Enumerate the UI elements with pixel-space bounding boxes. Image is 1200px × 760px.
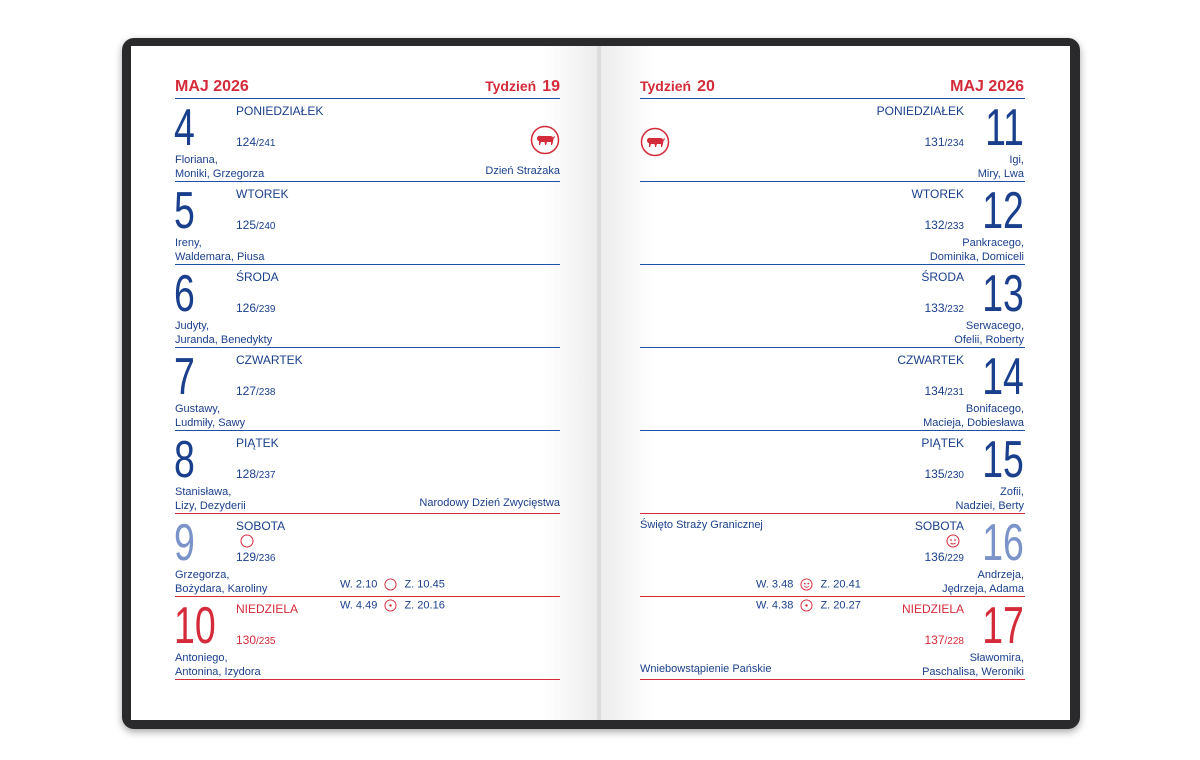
- days-remaining: /230: [944, 470, 964, 481]
- day-of-year: [236, 550, 276, 564]
- week-word: Tydzień: [640, 78, 692, 94]
- row-divider: [640, 347, 1025, 348]
- rise-label: W.: [756, 578, 769, 591]
- name-days-line: Dominika, Domiceli: [929, 251, 1024, 263]
- row-divider: [175, 430, 560, 431]
- day-name: PONIEDZIAŁEK: [876, 104, 964, 118]
- name-days-line: Antoniego,: [175, 652, 228, 664]
- row-divider: [640, 596, 1025, 597]
- name-days-line: Pankracego,: [962, 237, 1024, 249]
- day-of-year-number: 124: [236, 135, 257, 149]
- name-days: [175, 236, 264, 264]
- day-name: ŚRODA: [236, 270, 279, 284]
- name-days: [930, 236, 1024, 264]
- row-divider: [640, 513, 1025, 514]
- days-remaining: /238: [256, 387, 276, 398]
- day-number: 16: [982, 514, 1024, 572]
- week-word: Tydzień: [485, 78, 537, 94]
- day-of-year-number: 133: [924, 301, 945, 315]
- name-days-line: Stanisława,: [175, 486, 232, 498]
- day-of-year: [925, 301, 965, 315]
- name-days-line: Antonina, Izydora: [175, 666, 261, 678]
- sun-set: 20.16: [417, 599, 445, 612]
- holiday-label: Wniebowstąpienie Pańskie: [640, 663, 772, 675]
- day-of-year: [236, 135, 276, 149]
- name-days-line: Moniki, Grzegorza: [175, 168, 265, 180]
- day-of-year-number: 129: [236, 550, 257, 564]
- day-number: 17: [982, 597, 1024, 655]
- moon-crescent-icon: [240, 534, 254, 548]
- sun-set: 20.27: [833, 599, 861, 612]
- week-number: 19: [542, 78, 560, 95]
- name-days-line: Bonifacego,: [965, 403, 1024, 415]
- name-days-line: Miry, Lwa: [977, 168, 1024, 180]
- name-days-line: Lizy, Dezyderii: [175, 500, 246, 512]
- day-of-year: [236, 384, 276, 398]
- name-days: [956, 485, 1024, 513]
- name-days-line: Paschalisa, Weroniki: [922, 666, 1024, 678]
- day-number: 7: [174, 348, 195, 406]
- day-of-year: [925, 135, 965, 149]
- name-days: [923, 402, 1024, 430]
- name-days: [942, 568, 1024, 596]
- month-title-right: MAJ 2026: [950, 78, 1024, 95]
- row-divider: [640, 264, 1025, 265]
- day-number: 15: [982, 431, 1024, 489]
- name-days-line: Judyty,: [175, 320, 210, 332]
- day-of-year-number: 135: [924, 467, 945, 481]
- days-remaining: /237: [256, 470, 276, 481]
- name-days-line: Floriana,: [175, 154, 218, 166]
- day-name: PIĄTEK: [921, 436, 964, 450]
- day-of-year-number: 131: [924, 135, 945, 149]
- taurus-ox-icon: [530, 125, 560, 155]
- day-of-year-number: 134: [924, 384, 945, 398]
- row-divider: [175, 181, 560, 182]
- name-days-line: Bożydara, Karoliny: [175, 583, 268, 595]
- moon-times-right: [756, 578, 861, 591]
- name-days: [175, 485, 246, 513]
- day-name: ŚRODA: [921, 270, 964, 284]
- day-of-year: [236, 301, 276, 315]
- set-label: Z.: [404, 578, 415, 591]
- day-of-year-number: 137: [924, 633, 945, 647]
- full-moon-face-icon: [800, 578, 813, 591]
- day-name: WTOREK: [236, 187, 289, 201]
- day-of-year-number: 136: [924, 550, 945, 564]
- full-moon-face-icon: [946, 534, 960, 548]
- row-divider: [640, 98, 1025, 99]
- name-days-line: Waldemara, Piusa: [175, 251, 265, 263]
- day-of-year-number: 128: [236, 467, 257, 481]
- name-days-line: Gustawy,: [175, 403, 221, 415]
- name-days: [175, 402, 245, 430]
- name-days-line: Grzegorza,: [175, 569, 230, 581]
- days-remaining: /231: [944, 387, 964, 398]
- name-days-line: Andrzeja,: [977, 569, 1024, 581]
- row-divider: [640, 430, 1025, 431]
- day-number: 9: [174, 514, 195, 572]
- set-label: Z.: [404, 599, 415, 612]
- week-label-right: [640, 78, 715, 96]
- rise-label: W.: [340, 599, 353, 612]
- sun-times-right: [756, 599, 861, 612]
- rise-label: W.: [756, 599, 769, 612]
- name-days: [922, 651, 1024, 679]
- name-days-line: Jędrzeja, Adama: [942, 583, 1024, 595]
- moon-set: 10.45: [417, 578, 445, 591]
- name-days: [954, 319, 1024, 347]
- day-name: NIEDZIELA: [901, 602, 964, 616]
- day-name: WTOREK: [911, 187, 964, 201]
- day-of-year-number: 130: [236, 633, 257, 647]
- name-days-line: Zofii,: [1000, 486, 1024, 498]
- row-divider: [175, 596, 560, 597]
- rise-label: W.: [340, 578, 353, 591]
- taurus-ox-icon-right: [640, 127, 670, 157]
- sun-icon: [384, 599, 397, 612]
- day-of-year: [925, 550, 965, 564]
- days-remaining: /241: [256, 138, 276, 149]
- name-days-line: Sławomira,: [969, 652, 1024, 664]
- row-divider: [640, 679, 1025, 680]
- row-divider: [175, 679, 560, 680]
- day-of-year-number: 127: [236, 384, 257, 398]
- days-remaining: /228: [944, 636, 964, 647]
- days-remaining: /229: [944, 553, 964, 564]
- row-divider: [175, 347, 560, 348]
- days-remaining: /232: [944, 304, 964, 315]
- sun-times-left: [340, 599, 445, 612]
- day-name: CZWARTEK: [236, 353, 303, 367]
- day-name: SOBOTA: [914, 519, 964, 533]
- day-number: 14: [982, 348, 1024, 406]
- day-number: 8: [174, 431, 195, 489]
- name-days: [978, 153, 1024, 181]
- month-title-left: MAJ 2026: [175, 78, 249, 95]
- days-remaining: /236: [256, 553, 276, 564]
- sun-rise: 4.38: [771, 599, 794, 612]
- name-days-line: Nadziei, Berty: [955, 500, 1024, 512]
- day-number: 5: [174, 182, 195, 240]
- day-number: 12: [982, 182, 1024, 240]
- name-days-line: Igi,: [1009, 154, 1024, 166]
- day-of-year: [925, 467, 965, 481]
- set-label: Z.: [820, 578, 831, 591]
- days-remaining: /240: [256, 221, 276, 232]
- day-number: 11: [985, 99, 1024, 157]
- days-remaining: /239: [256, 304, 276, 315]
- day-number: 6: [174, 265, 195, 323]
- name-days-line: Ireny,: [175, 237, 202, 249]
- day-of-year-number: 132: [924, 218, 945, 232]
- holiday-label: Święto Straży Granicznej: [640, 519, 763, 531]
- row-divider: [175, 513, 560, 514]
- holiday-label: Narodowy Dzień Zwycięstwa: [419, 497, 560, 509]
- moon-rise: 3.48: [771, 578, 794, 591]
- name-days: [175, 319, 272, 347]
- day-name: CZWARTEK: [897, 353, 964, 367]
- name-days: [175, 153, 264, 181]
- day-of-year: [925, 384, 965, 398]
- name-days-line: Macieja, Dobiesława: [923, 417, 1024, 429]
- moon-rise: 2.10: [355, 578, 378, 591]
- name-days-line: Ofelii, Roberty: [954, 334, 1024, 346]
- row-divider: [175, 98, 560, 99]
- holiday-label: Dzień Strażaka: [485, 165, 560, 177]
- moon-times-left: [340, 578, 445, 591]
- name-days-line: Juranda, Benedykty: [175, 334, 273, 346]
- week-number: 20: [697, 78, 715, 95]
- row-divider: [175, 264, 560, 265]
- day-of-year-number: 126: [236, 301, 257, 315]
- book-spine: [597, 46, 601, 720]
- day-of-year: [236, 633, 276, 647]
- day-of-year: [236, 218, 276, 232]
- set-label: Z.: [820, 599, 831, 612]
- day-number: 10: [174, 597, 216, 655]
- day-of-year: [236, 467, 276, 481]
- day-name: PONIEDZIAŁEK: [236, 104, 324, 118]
- name-days-line: Ludmiły, Sawy: [175, 417, 246, 429]
- days-remaining: /233: [944, 221, 964, 232]
- moon-set: 20.41: [833, 578, 861, 591]
- sun-rise: 4.49: [355, 599, 378, 612]
- name-days: [175, 568, 267, 596]
- name-days: [175, 651, 261, 679]
- sun-icon: [800, 599, 813, 612]
- days-remaining: /234: [944, 138, 964, 149]
- moon-crescent-icon: [384, 578, 397, 591]
- day-name: PIĄTEK: [236, 436, 279, 450]
- day-name: NIEDZIELA: [236, 602, 299, 616]
- day-of-year-number: 125: [236, 218, 257, 232]
- week-label-left: [485, 78, 560, 96]
- days-remaining: /235: [256, 636, 276, 647]
- day-number: 13: [982, 265, 1024, 323]
- row-divider: [640, 181, 1025, 182]
- day-name: SOBOTA: [236, 519, 286, 533]
- day-of-year: [925, 633, 965, 647]
- day-number: 4: [174, 99, 195, 157]
- name-days-line: Serwacego,: [965, 320, 1024, 332]
- day-of-year: [925, 218, 965, 232]
